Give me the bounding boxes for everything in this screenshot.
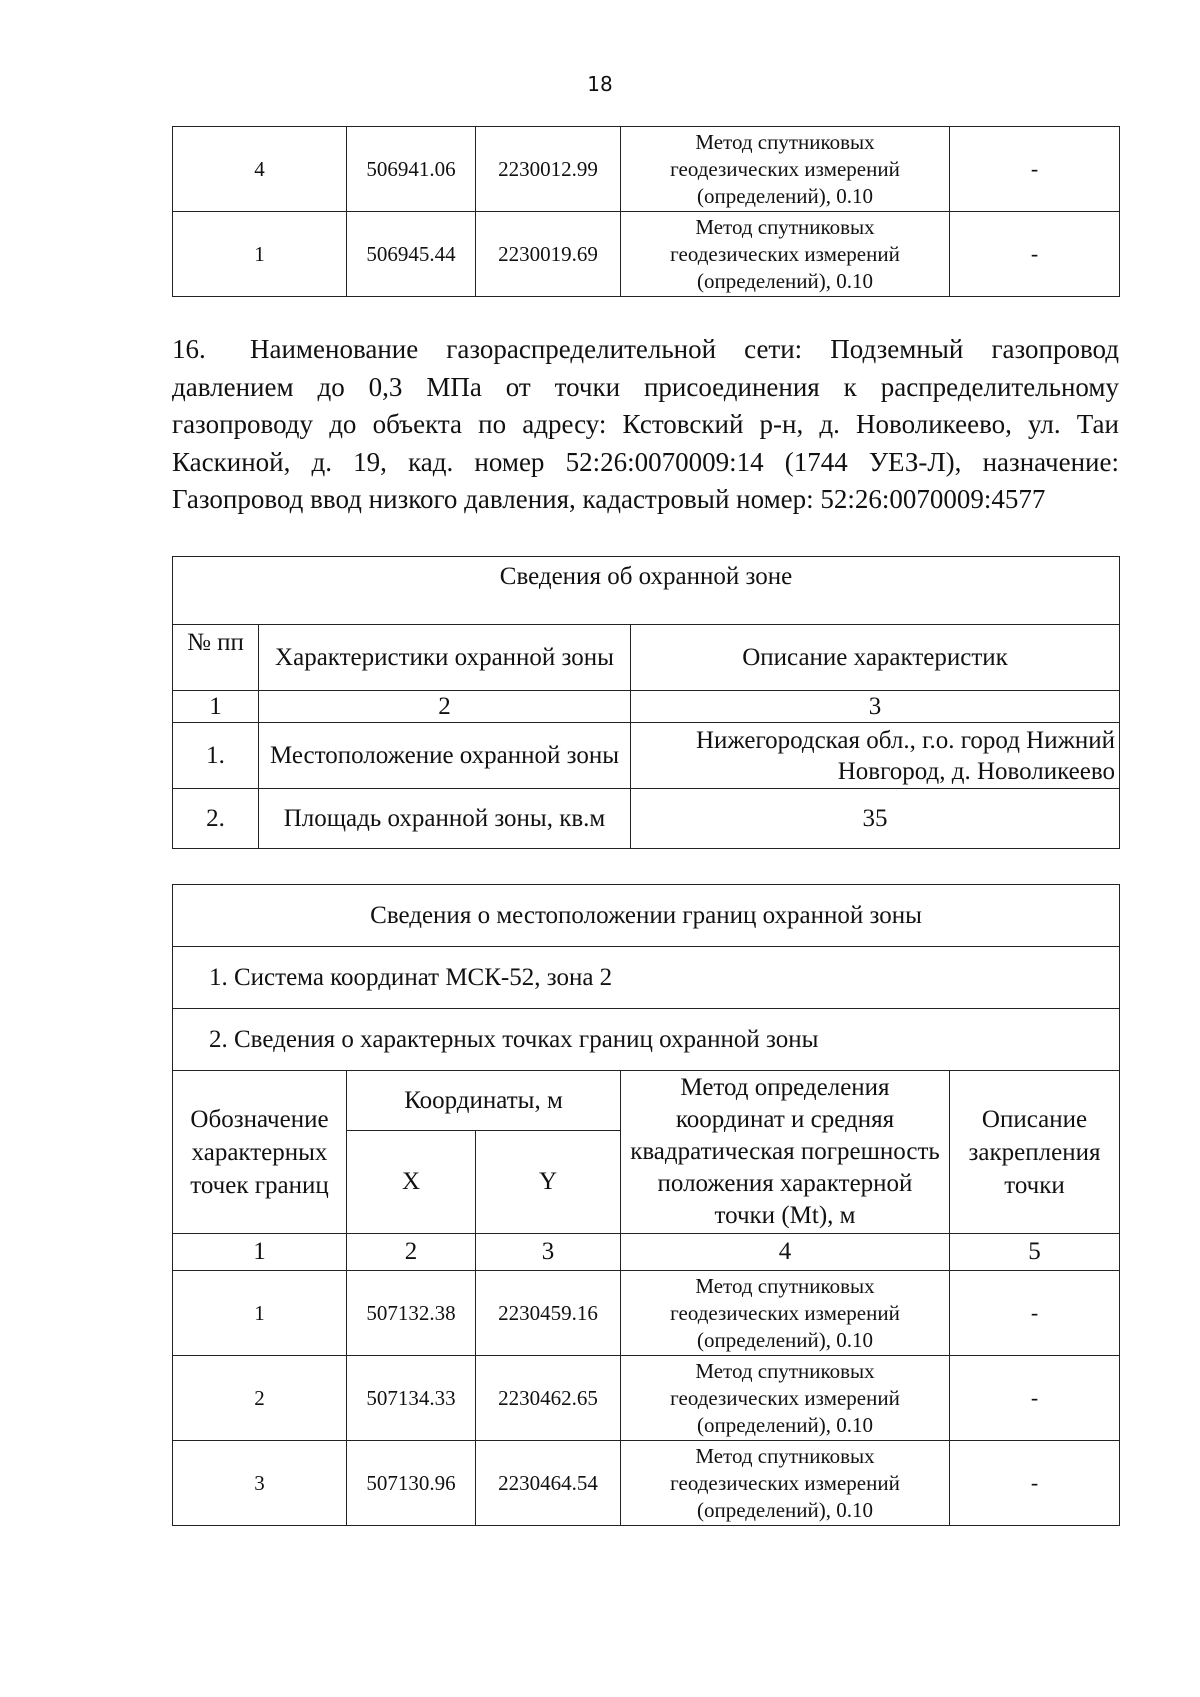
row-characteristic: Площадь охранной зоны, кв.м (259, 789, 631, 849)
table-row (173, 1009, 1120, 1071)
method-line: Метод спутниковых (695, 214, 875, 239)
header-coords: Координаты, м (347, 1071, 621, 1131)
col-number: 2 (259, 691, 631, 723)
table-row (173, 1441, 1120, 1526)
table-row (173, 127, 1120, 212)
method-line: (определений), 0.10 (696, 1327, 874, 1352)
x-cell: 506945.44 (347, 212, 476, 297)
boundary-points-table (172, 884, 1120, 1526)
table-row (173, 789, 1120, 849)
method-cell (621, 1271, 950, 1356)
col-number: 1 (173, 691, 259, 723)
row-characteristic: Местоположение охранной зоны (259, 723, 631, 789)
table-header-row (173, 1071, 1120, 1131)
row-number: 1. (173, 723, 259, 789)
point-cell: 1 (173, 1271, 347, 1356)
col-number: 4 (621, 1234, 950, 1271)
table-row (173, 723, 1120, 789)
method-line: Метод спутниковых (695, 129, 875, 154)
table-row (173, 1271, 1120, 1356)
method-cell (621, 1441, 950, 1526)
method-line: геодезических измерений (670, 241, 900, 266)
row-number: 2. (173, 789, 259, 849)
col-number: 5 (950, 1234, 1120, 1271)
method-line: (определений), 0.10 (696, 1497, 874, 1522)
method-line: Метод спутниковых (695, 1273, 875, 1298)
method-line: (определений), 0.10 (696, 268, 874, 293)
method-line: геодезических измерений (670, 156, 900, 181)
point-cell: 4 (173, 127, 347, 212)
header-x: X (347, 1131, 476, 1234)
table-row (173, 557, 1120, 625)
table-row (173, 212, 1120, 297)
col-number: 1 (173, 1234, 347, 1271)
header-number: № пп (173, 625, 259, 691)
zone-info-table (172, 556, 1120, 849)
method-line: (определений), 0.10 (696, 183, 874, 208)
section-text: Наименование газораспределительной сети: Подземный газопровод давлением до 0,3 МПа от точки присоединения к распределительному газопроводу до объекта по адресу: Кстовский р-н, д. Новоликеево, ул. Таи Каскиной, д. 19, кад. номер 52:26:0070009:14 (1744 УЕЗ-Л), назначение: Газопровод ввод низкого давления, кадастровый номер: 52:26:0070009:4577 (172, 334, 1119, 514)
fix-cell: - (950, 127, 1120, 212)
method-line: геодезических измерений (670, 1385, 900, 1410)
x-cell: 507130.96 (347, 1441, 476, 1526)
col-number: 3 (631, 691, 1120, 723)
fix-cell: - (950, 1441, 1120, 1526)
coordinate-system: 1. Система координат МСК-52, зона 2 (173, 947, 1120, 1009)
points-title: 2. Сведения о характерных точках границ охранной зоны (173, 1009, 1120, 1071)
header-fix: Описание закрепления точки (950, 1071, 1120, 1234)
row-description: Нижегородская обл., г.о. город Нижний Новгород, д. Новоликеево (631, 723, 1120, 789)
method-line: Метод спутниковых (695, 1358, 875, 1383)
method-cell (621, 1356, 950, 1441)
header-y: Y (476, 1131, 621, 1234)
point-cell: 3 (173, 1441, 347, 1526)
method-cell (621, 212, 950, 297)
row-description: 35 (631, 789, 1120, 849)
y-cell: 2230012.99 (476, 127, 621, 212)
y-cell: 2230459.16 (476, 1271, 621, 1356)
header-point: Обозначение характерных точек границ (173, 1071, 347, 1234)
col-number: 2 (347, 1234, 476, 1271)
page-number: 18 (587, 72, 613, 96)
column-number-row (173, 691, 1120, 723)
method-line: Метод спутниковых (695, 1443, 875, 1468)
header-characteristic: Характеристики охранной зоны (259, 625, 631, 691)
point-cell: 2 (173, 1356, 347, 1441)
col-number: 3 (476, 1234, 621, 1271)
table-row (173, 947, 1120, 1009)
x-cell: 507132.38 (347, 1271, 476, 1356)
fix-cell: - (950, 1356, 1120, 1441)
method-line: геодезических измерений (670, 1300, 900, 1325)
continuation-table (172, 126, 1120, 297)
column-number-row (173, 1234, 1120, 1271)
x-cell: 507134.33 (347, 1356, 476, 1441)
header-description: Описание характеристик (631, 625, 1120, 691)
header-method: Метод определения координат и средняя квадратическая погрешность положения характерной точки (Mt), м (621, 1071, 950, 1234)
bounds-table-title: Сведения о местоположении границ охранной зоны (173, 885, 1120, 947)
table-row (173, 1356, 1120, 1441)
x-cell: 506941.06 (347, 127, 476, 212)
point-cell: 1 (173, 212, 347, 297)
table-row (173, 885, 1120, 947)
section-number: 16. (172, 334, 206, 364)
section-paragraph (172, 331, 1119, 519)
method-line: геодезических измерений (670, 1470, 900, 1495)
method-cell (621, 127, 950, 212)
fix-cell: - (950, 212, 1120, 297)
y-cell: 2230464.54 (476, 1441, 621, 1526)
zone-table-title: Сведения об охранной зоне (173, 557, 1120, 625)
fix-cell: - (950, 1271, 1120, 1356)
y-cell: 2230019.69 (476, 212, 621, 297)
y-cell: 2230462.65 (476, 1356, 621, 1441)
table-header-row (173, 625, 1120, 691)
method-line: (определений), 0.10 (696, 1412, 874, 1437)
